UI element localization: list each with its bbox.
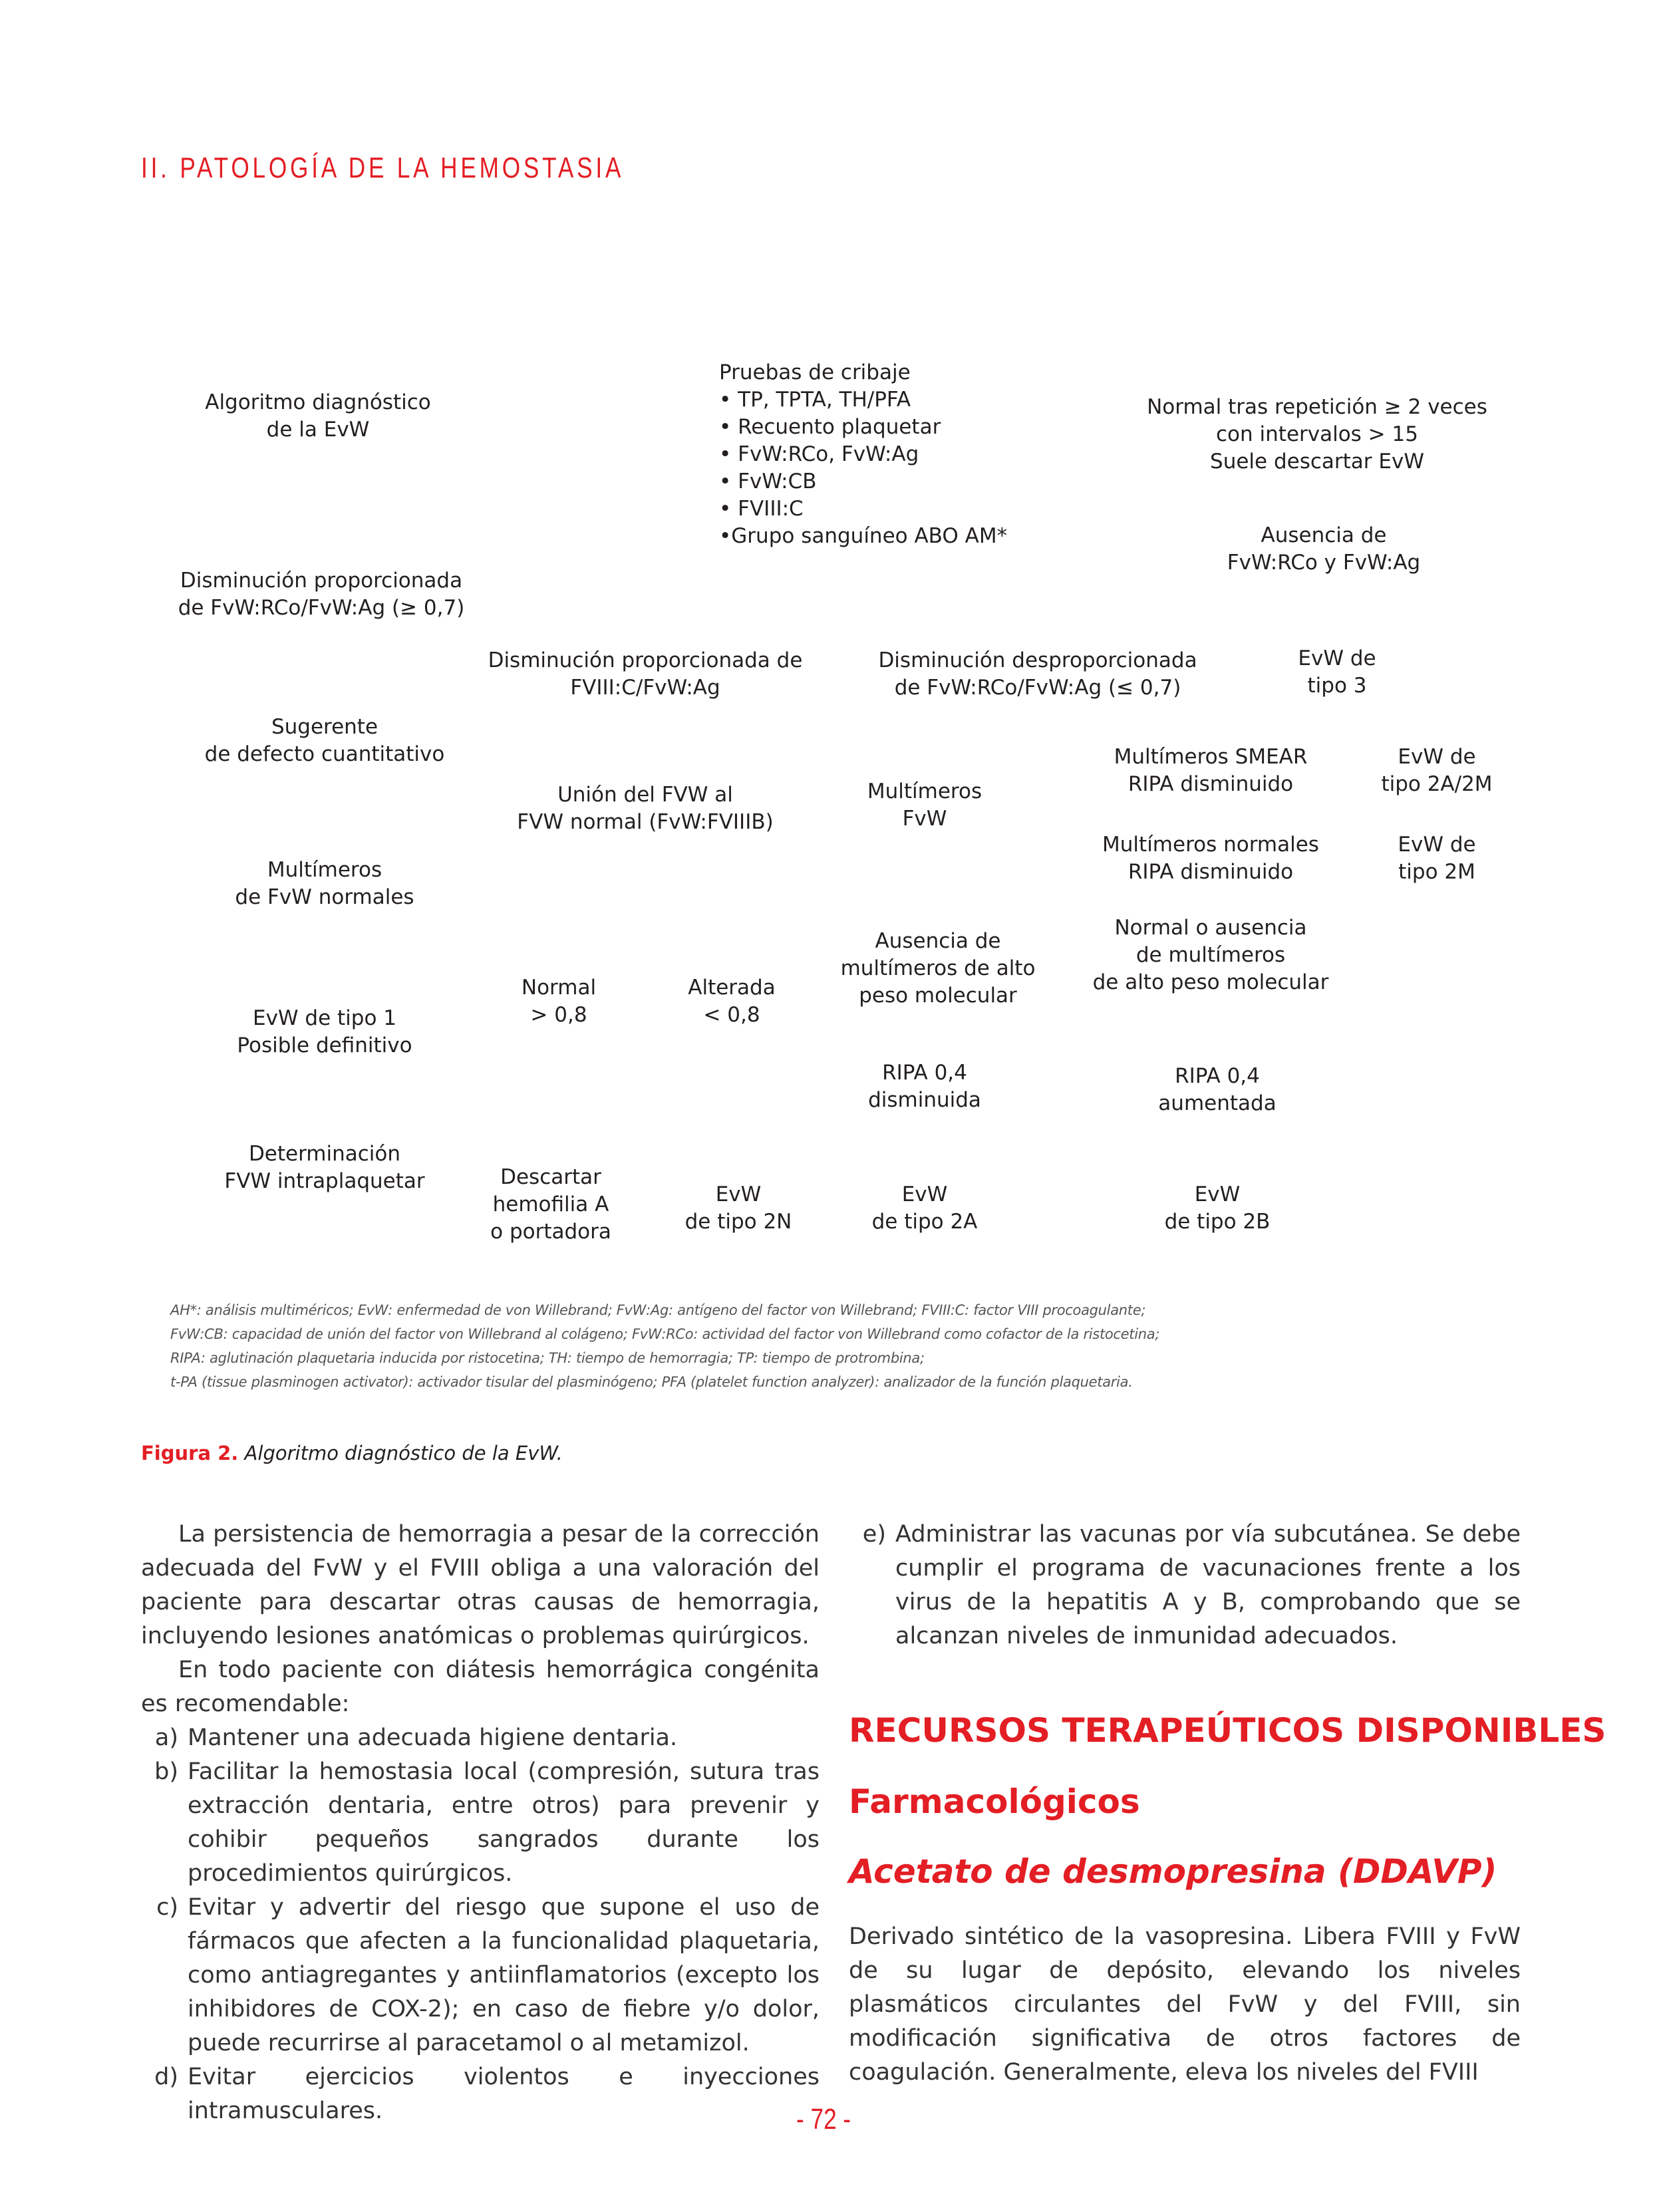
alg-line: Multímeros — [867, 779, 982, 803]
legend-line: RIPA: aglutinación plaquetaria inducida por ristocetina; TH: tiempo de hemorragia; TP: tiempo de protrombina; — [170, 1350, 925, 1366]
list-item — [141, 2060, 820, 2128]
alg-line: tipo 3 — [1307, 674, 1367, 698]
alg-absence — [1191, 522, 1457, 577]
alg-line: • FvW:CB — [719, 470, 817, 493]
alg-line: Algoritmo diagnóstico — [205, 390, 431, 414]
alg-line: Pruebas de cribaje — [719, 360, 911, 384]
alg-line: • FVIII:C — [719, 497, 804, 521]
list-item — [141, 1755, 820, 1891]
alg-line: tipo 2M — [1398, 860, 1475, 884]
alg-normal-mult-ripa — [1078, 831, 1344, 886]
alg-line: de FvW:RCo/FvW:Ag (≥ 0,7) — [178, 596, 465, 620]
alg-line: RIPA 0,4 — [882, 1061, 967, 1085]
alg-line: EvW de — [1398, 833, 1476, 857]
alg-line: de tipo 2A — [871, 1210, 978, 1234]
list-text: Mantener una adecuada higiene dentaria. — [188, 1725, 678, 1751]
alg-line: • Recuento plaquetar — [719, 415, 941, 439]
alg-line: Unión del FVW al — [557, 783, 733, 807]
alg-platelet-fvw — [212, 1141, 438, 1195]
list-text: Evitar ejercicios violentos e inyecciones intramusculares. — [188, 2064, 820, 2124]
alg-prop-decrease — [172, 567, 471, 622]
figure-caption — [141, 1442, 563, 1464]
alg-rule-out-hemophilia — [478, 1164, 624, 1246]
alg-line: de tipo 2B — [1164, 1210, 1271, 1234]
alg-fvw-binding — [506, 781, 785, 836]
alg-line: o portadora — [490, 1220, 611, 1244]
alg-line: de tipo 2N — [684, 1210, 792, 1234]
alg-line: EvW de — [1298, 646, 1376, 670]
alg-line: < 0,8 — [703, 1003, 760, 1027]
alg-line: Ausencia de — [875, 929, 1001, 953]
chapter-header: II. PATOLOGÍA DE LA HEMOSTASIA — [141, 152, 625, 184]
list-text: Evitar y advertir del riesgo que supone el uso de fármacos que afecten a la funcionalidad plaquetaria, como antiagregantes y antiinflamatorios (excepto los inhibidores de COX-2); en caso de fiebre y/o dolor, puede recurrirse al paracetamol o al metamizol. — [188, 1894, 820, 2056]
section-heading: RECURSOS TERAPEÚTICOS DISPONIBLES — [849, 1711, 1606, 1750]
alg-quantitative — [192, 714, 458, 768]
alg-line: > 0,8 — [530, 1003, 587, 1027]
alg-line: Multímeros — [267, 858, 382, 882]
alg-line: Posible definitivo — [237, 1034, 412, 1057]
alg-normal-repeat — [1131, 394, 1503, 476]
list-text: Facilitar la hemostasia local (compresión, sutura tras extracción dentaria, entre otros) para prevenir y cohibir pequeños sangrados durante los procedimientos quirúrgicos. — [188, 1758, 820, 1887]
list-item — [141, 1721, 820, 1755]
paragraph: Derivado sintético de la vasopresina. Libera FVIII y FvW de su lugar de depósito, elevando los niveles plasmáticos circulantes del FvW y del FVIII, sin modificación significativa de otros factores de coagulación. Generalmente, eleva los niveles del FVIII — [849, 1923, 1521, 2086]
alg-line: EvW de tipo 1 — [252, 1006, 397, 1030]
alg-line: Disminución proporcionada — [180, 569, 463, 593]
subsection-heading: Farmacológicos — [849, 1782, 1140, 1821]
alg-line: Normal o ausencia — [1114, 916, 1307, 940]
legend-line: FvW:CB: capacidad de unión del factor von Willebrand al colágeno; FvW:RCo: actividad del factor von Willebrand como cofactor de la ristocetina; — [170, 1326, 1160, 1342]
alg-absence-hmw — [825, 928, 1051, 1010]
list-text: Administrar las vacunas por vía subcutánea. Se debe cumplir el programa de vacunaciones frente a los virus de la hepatitis A y B, comprobando que se alcanzan niveles de inmunidad adecuados. — [895, 1521, 1521, 1649]
alg-line: disminuida — [868, 1088, 981, 1112]
legend-line: AH*: análisis multiméricos; EvW: enfermedad de von Willebrand; FvW:Ag: antígeno del factor von Willebrand; FVIII:C: factor VIII procoagulante; — [170, 1302, 1146, 1318]
alg-line: Disminución proporcionada de — [488, 648, 803, 672]
alg-line: RIPA 0,4 — [1175, 1064, 1260, 1088]
alg-line: aumentada — [1158, 1091, 1277, 1115]
alg-line: Disminución desproporcionada — [878, 648, 1197, 672]
alg-line: EvW — [715, 1182, 762, 1206]
list-marker: c) — [156, 1894, 178, 1921]
alg-type2m — [1357, 831, 1517, 886]
alg-line: con intervalos > 15 — [1216, 422, 1418, 446]
alg-line: •Grupo sanguíneo ABO AM* — [719, 524, 1008, 548]
caption-text: Algoritmo diagnóstico de la EvW. — [244, 1442, 563, 1464]
alg-line: tipo 2A/2M — [1381, 772, 1493, 796]
alg-line: Multímeros normales — [1102, 833, 1319, 857]
subsubsection-heading: Acetato de desmopresina (DDAVP) — [849, 1852, 1497, 1891]
list-marker: a) — [154, 1725, 178, 1751]
alg-line: FVW normal (FvW:FVIIIB) — [517, 810, 774, 834]
alg-line: de defecto cuantitativo — [204, 742, 445, 766]
alg-line: de FvW:RCo/FvW:Ag (≤ 0,7) — [894, 676, 1181, 700]
alg-normal-08 — [492, 974, 625, 1029]
right-column-top — [849, 1518, 1521, 1653]
alg-line: • TP, TPTA, TH/PFA — [719, 388, 911, 412]
alg-type2n — [665, 1181, 812, 1236]
alg-normal-multimers — [198, 857, 451, 911]
list-marker: b) — [154, 1758, 178, 1785]
alg-line: Sugerente — [271, 715, 378, 739]
alg-line: FvW — [902, 807, 947, 831]
alg-line: multímeros de alto — [840, 956, 1036, 980]
alg-line: de multímeros — [1135, 943, 1286, 967]
list-marker: e) — [862, 1521, 886, 1548]
alg-line: Descartar — [500, 1165, 601, 1189]
paragraph: En todo paciente con diátesis hemorrágica congénita es recomendable: — [141, 1657, 820, 1717]
alg-line: Suele descartar EvW — [1210, 450, 1424, 474]
alg-screening-tests — [719, 359, 1052, 550]
alg-line: RIPA disminuido — [1128, 772, 1294, 796]
alg-type1 — [198, 1005, 451, 1059]
alg-disprop — [865, 647, 1211, 702]
alg-line: EvW — [1194, 1182, 1241, 1206]
alg-line: de alto peso molecular — [1092, 970, 1329, 994]
alg-line: Normal tras repetición ≥ 2 veces — [1147, 395, 1487, 419]
alg-line: de la EvW — [266, 418, 370, 442]
alg-normal-absence-hmw — [1071, 914, 1350, 996]
list-marker: d) — [154, 2064, 178, 2090]
alg-line: RIPA disminuido — [1128, 860, 1294, 884]
paragraph: La persistencia de hemorragia a pesar de la corrección adecuada del FvW y el FVIII obliga a una valoración del paciente para descartar otras causas de hemorragia, incluyendo lesiones anatómicas o problemas quirúrgicos. — [141, 1521, 820, 1649]
alg-altered-08 — [665, 974, 798, 1029]
alg-line: FVW intraplaquetar — [224, 1169, 425, 1193]
alg-type3 — [1264, 645, 1410, 700]
alg-title — [198, 389, 438, 444]
alg-line: peso molecular — [859, 984, 1017, 1008]
alg-line: Normal — [521, 976, 597, 1000]
right-column-body — [849, 1920, 1521, 2090]
alg-line: de FvW normales — [235, 885, 414, 909]
alg-line: EvW — [901, 1182, 948, 1206]
caption-label: Figura 2. — [141, 1442, 239, 1464]
alg-line: Determinación — [248, 1142, 401, 1166]
alg-line: Ausencia de — [1261, 523, 1387, 547]
alg-multimers-fvw — [838, 778, 1011, 833]
alg-ripa-increased — [1131, 1063, 1304, 1117]
alg-type2a — [851, 1181, 998, 1236]
alg-line: EvW de — [1398, 745, 1476, 769]
alg-ripa-decreased — [838, 1059, 1011, 1114]
alg-prop-fviii — [479, 647, 812, 702]
page-number: - 72 - — [796, 2103, 851, 2136]
list-item — [141, 1891, 820, 2060]
figure-legend — [170, 1298, 1534, 1394]
list-item — [849, 1518, 1521, 1653]
alg-line: hemofilia A — [492, 1192, 609, 1216]
alg-line: • FvW:RCo, FvW:Ag — [719, 442, 919, 466]
alg-smear — [1078, 744, 1344, 798]
alg-line: Multímeros SMEAR — [1114, 745, 1308, 769]
left-column — [141, 1518, 820, 2128]
alg-line: FVIII:C/FvW:Ag — [570, 676, 720, 700]
alg-line: FvW:RCo y FvW:Ag — [1227, 551, 1421, 575]
legend-line: t-PA (tissue plasminogen activator): activador tisular del plasminógeno; PFA (platelet function analyzer): analizador de la función plaquetaria. — [170, 1374, 1133, 1390]
alg-line: Alterada — [688, 976, 776, 1000]
alg-type2b — [1144, 1181, 1290, 1236]
alg-type2a2m — [1357, 744, 1517, 798]
